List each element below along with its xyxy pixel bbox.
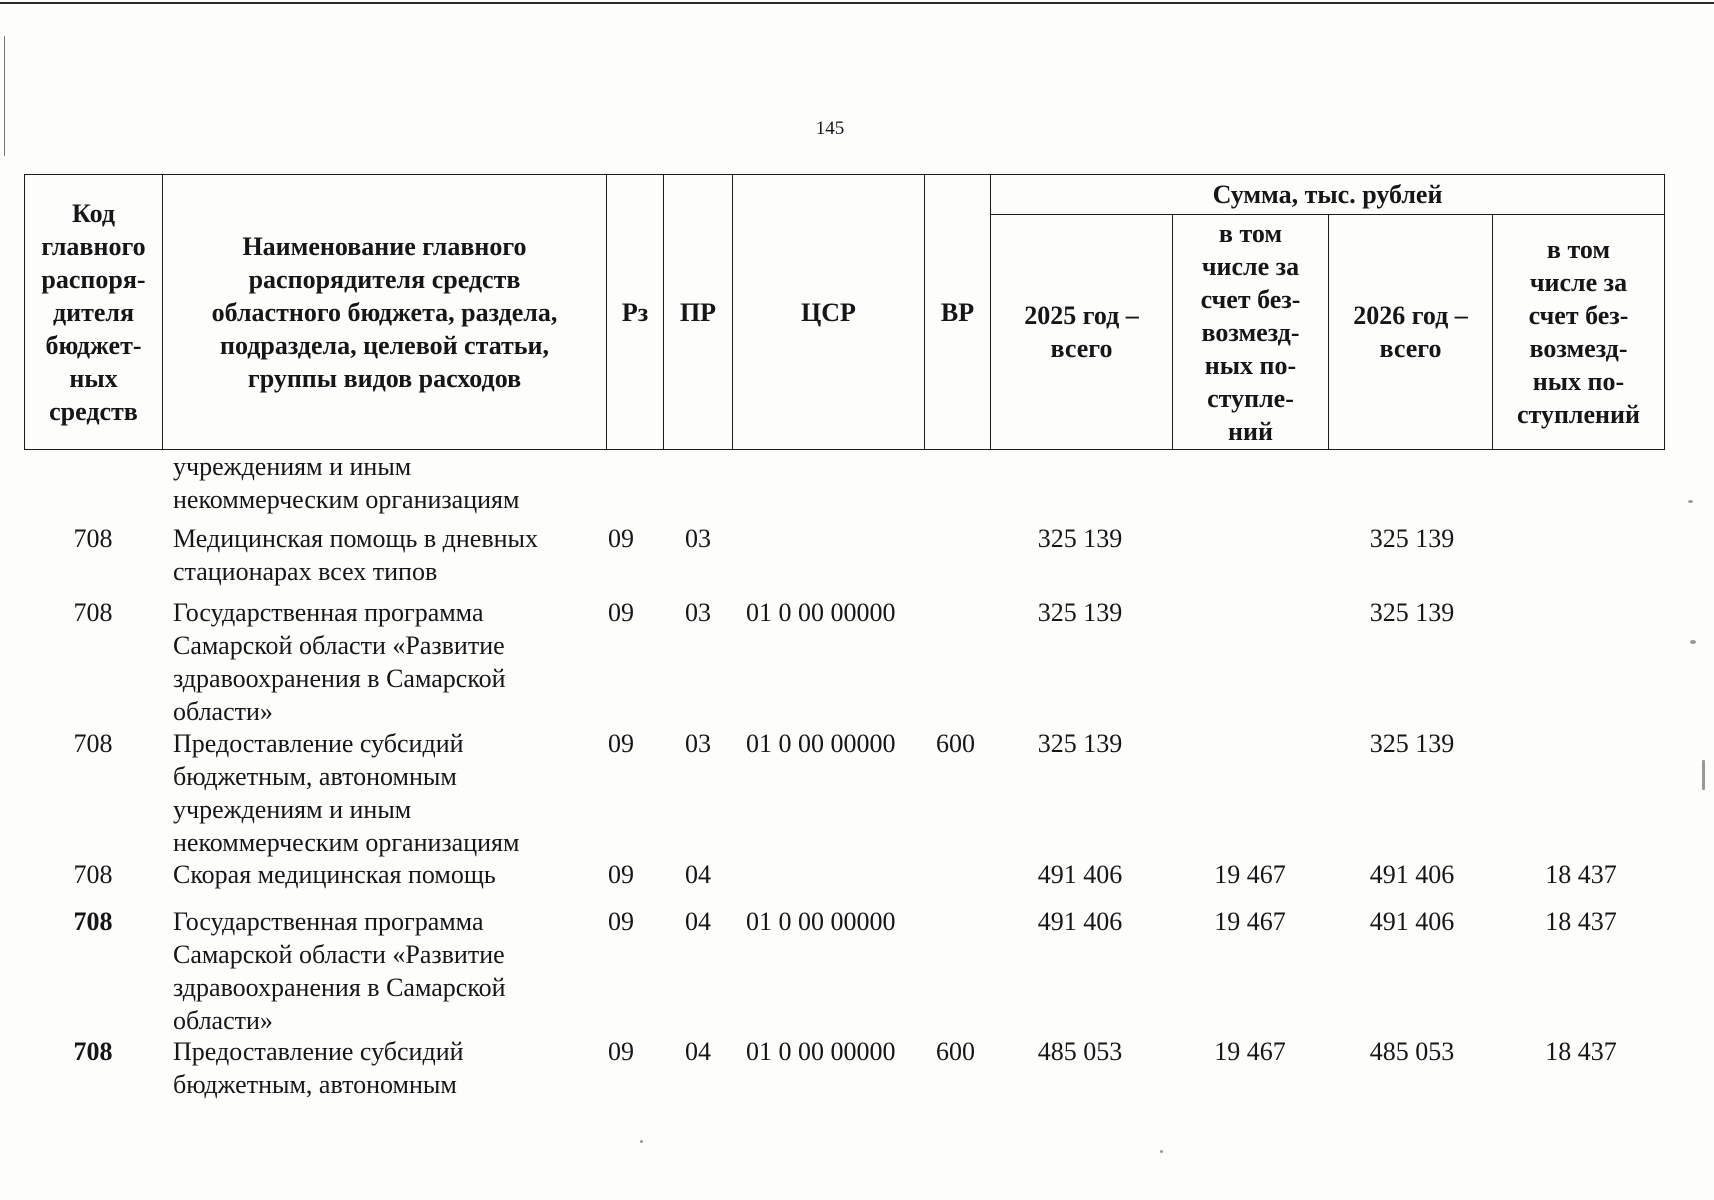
header-csr: ЦСР: [733, 175, 925, 450]
cell-name: Скорая медицинская помощь: [173, 860, 496, 889]
cell-name: учреждениям и иным некоммерческим организациям: [173, 452, 520, 514]
cell-2025-bezvozm: 19 467: [1214, 907, 1286, 936]
cell-rz: 09: [608, 729, 634, 758]
cell-name: Медицинская помощь в дневных стационарах всех типов: [173, 524, 539, 586]
cell-csr: 01 0 00 00000: [746, 907, 896, 936]
cell-kod: 708: [73, 524, 113, 553]
cell-rz: 09: [608, 598, 634, 627]
cell-2026-total: 485 053: [1369, 1037, 1455, 1066]
table-row: [24, 1035, 1664, 1105]
cell-kod: 708: [73, 1037, 113, 1066]
cell-pr: 04: [685, 860, 711, 889]
cell-name: Государственная программа Самарской области «Развитие здравоохранения в Самарской области»: [173, 598, 506, 726]
cell-rz: 09: [608, 860, 634, 889]
cell-pr: 04: [685, 907, 711, 936]
cell-csr: 01 0 00 00000: [746, 1037, 896, 1066]
header-pr: ПР: [664, 175, 733, 450]
header-2025-total: 2025 год – всего: [991, 215, 1173, 450]
header-kod: Код главного распоря- дителя бюджет- ных средств: [25, 175, 163, 450]
cell-name: Предоставление субсидий бюджетным, автономным учреждениям и иным некоммерческим организациям: [173, 729, 520, 857]
header-name: Наименование главного распорядителя средств областного бюджета, раздела, подраздела, целевой статьи, группы видов расходов: [163, 175, 607, 450]
cell-pr: 04: [685, 1037, 711, 1066]
cell-kod: 708: [73, 860, 113, 889]
scan-edge-mark: [4, 36, 5, 156]
scan-speck: [1702, 760, 1705, 790]
cell-kod: 708: [73, 598, 113, 627]
cell-name: Государственная программа Самарской области «Развитие здравоохранения в Самарской области»: [173, 907, 506, 1035]
cell-2026-bezvozm: 18 437: [1545, 907, 1617, 936]
cell-rz: 09: [608, 1037, 634, 1066]
scan-speck: [1688, 500, 1693, 503]
cell-pr: 03: [685, 598, 711, 627]
cell-csr: 01 0 00 00000: [746, 598, 896, 627]
top-border-line: [0, 2, 1714, 4]
table-row: [24, 905, 1664, 1035]
table-row: [24, 596, 1664, 727]
scan-speck: [1160, 1150, 1163, 1153]
header-rz: Рз: [607, 175, 664, 450]
cell-2026-total: 325 139: [1369, 729, 1455, 758]
header-2025-bezvozm: в том числе за счет без- возмезд- ных по- ступле- ний: [1173, 215, 1329, 450]
cell-2025-total: 325 139: [1037, 524, 1123, 553]
table-header: [24, 174, 1665, 450]
header-vr: ВР: [925, 175, 991, 450]
table-body: [24, 450, 1664, 1100]
table-row: [24, 727, 1664, 858]
cell-2025-bezvozm: 19 467: [1214, 1037, 1286, 1066]
cell-2025-total: 325 139: [1037, 729, 1123, 758]
cell-2026-bezvozm: 18 437: [1545, 860, 1617, 889]
page-number: 145: [815, 118, 845, 139]
cell-2026-bezvozm: 18 437: [1545, 1037, 1617, 1066]
cell-rz: 09: [608, 907, 634, 936]
header-2026-bezvozm: в том числе за счет без- возмезд- ных по- ступлений: [1493, 215, 1665, 450]
cell-2025-total: 491 406: [1037, 860, 1123, 889]
table-row: [24, 450, 1664, 522]
cell-name: Предоставление субсидий бюджетным, автономным: [173, 1037, 464, 1099]
cell-2026-total: 325 139: [1369, 598, 1455, 627]
cell-2025-total: 491 406: [1037, 907, 1123, 936]
cell-2025-bezvozm: 19 467: [1214, 860, 1286, 889]
header-sum-group: Сумма, тыс. рублей: [991, 175, 1665, 215]
scan-speck: [640, 1140, 643, 1143]
cell-2026-total: 491 406: [1369, 907, 1455, 936]
cell-2026-total: 325 139: [1369, 524, 1455, 553]
scan-speck: [1690, 640, 1696, 644]
cell-2025-total: 485 053: [1037, 1037, 1123, 1066]
cell-2025-total: 325 139: [1037, 598, 1123, 627]
cell-kod: 708: [73, 729, 113, 758]
table-row: [24, 858, 1664, 905]
table-row: [24, 522, 1664, 596]
cell-2026-total: 491 406: [1369, 860, 1455, 889]
cell-rz: 09: [608, 524, 634, 553]
cell-kod: 708: [73, 907, 113, 936]
cell-csr: 01 0 00 00000: [746, 729, 896, 758]
cell-pr: 03: [685, 524, 711, 553]
cell-pr: 03: [685, 729, 711, 758]
header-2026-total: 2026 год – всего: [1329, 215, 1493, 450]
cell-vr: 600: [936, 1037, 975, 1066]
cell-vr: 600: [936, 729, 975, 758]
